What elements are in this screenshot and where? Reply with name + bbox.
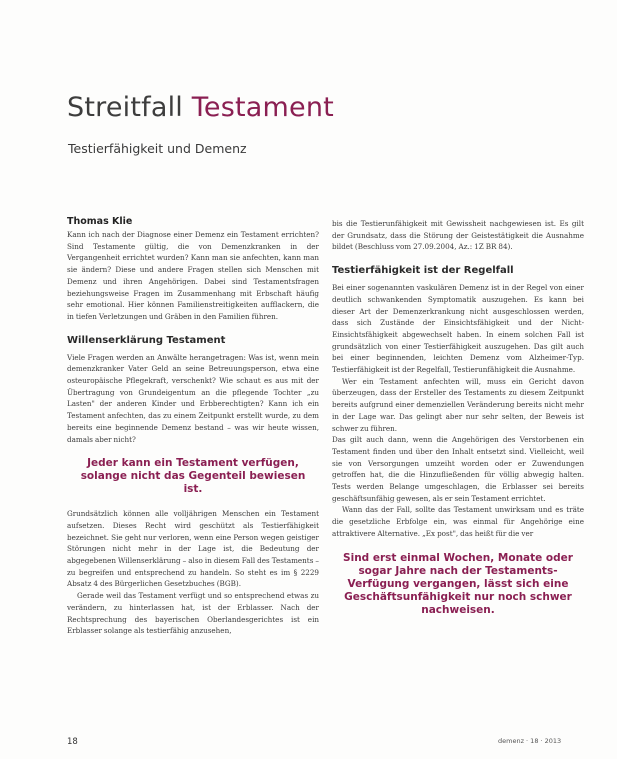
pull-quote-left: Jeder kann ein Testament verfügen, solange nicht das Gegenteil bewiesen ist. [80, 457, 306, 496]
page-number: 18 [67, 737, 78, 747]
title-part-1: Streitfall [67, 92, 183, 123]
author-name: Thomas Klie [67, 216, 133, 227]
title-part-2: Testament [191, 92, 334, 123]
left-paragraph-1: Viele Fragen werden an Anwälte herangetragen: Was ist, wenn mein demenzkranker Vater Geld an seine Betreuungsperson, etwa eine osteuropäische Pflegekraft, verschenkt? Wie schaut es aus mit der Übertragung von Grundeigentum an die pflegende Tochter „zu Lasten" der anderen Kinder und Erbberechtigten? Kann ich ein Testament anfechten, das zu einem Zeitpunkt erstellt wurde, zu dem bereits eine beginnende Demenz bestand – was wir heute wissen, damals aber nicht? [67, 352, 319, 444]
section-heading-regelfall: Testierfähigkeit ist der Regelfall [332, 265, 514, 277]
intro-paragraph: Kann ich nach der Diagnose einer Demenz ein Testament errichten? Sind Testamente gültig, die von Demenzkranken in der Vergangenheit errichtet wurden? Kann man sie anfechten, kann man sie ändern? Diese und andere Fragen stellen sich Menschen mit Demenz und ihren Angehörigen. Dabei sind Testamentsfragen beziehungsweise Fragen im Zusammenhang mit Erbschaft häufig sehr emotional. Hier können Familienstreitigkeiten aufflackern, die in tiefen Verletzungen und Gräben in den Familien führen. [67, 230, 319, 321]
journal-footer: demenz · 18 · 2013 [498, 737, 562, 745]
right-paragraph-4: Wann das der Fall, sollte das Testament unwirksam und es träte die gesetzliche Erbfolge ein, was einmal für Angehörige eine attraktivere Alternative. „Ex post", das heißt für die ver [332, 505, 584, 538]
left-column [67, 216, 319, 637]
page-title [67, 92, 334, 123]
pull-quote-right: Sind erst einmal Wochen, Monate oder sogar Jahre nach der Testaments-Verfügung vergangen, lässt sich eine Geschäftsunfähigkeit nur noch schwer nachweisen. [343, 551, 573, 616]
right-paragraph-2: Wer ein Testament anfechten will, muss ein Gericht davon überzeugen, dass der Ersteller des Testaments zu diesem Zeitpunkt bereits aufgrund einer demenziellen Veränderung bereits nicht mehr in der Lage war. Das gelingt aber nur sehr selten, der Beweis ist schwer zu führen. [332, 376, 584, 433]
left-paragraph-3: Gerade weil das Testament verfügt und so entsprechend etwas zu verändern, zu hinterlassen hat, ist der Erblasser. Nach der Rechtsprechung des bayerischen Oberlandesgerichtes ist ein Erblasser solange als testierfähig anzusehen, [67, 591, 319, 636]
right-paragraph-0: bis die Testierunfähigkeit mit Gewissheit nachgewiesen ist. Es gilt der Grundsatz, dass die Störung der Geistestätigkeit die Ausnahme bildet (Beschluss vom 27.09.2004, Az.: 1Z BR 84). [332, 219, 584, 252]
left-paragraph-2: Grundsätzlich können alle volljährigen Menschen ein Testament aufsetzen. Dieses Recht wird geschützt als Testierfähigkeit bezeichnet. Sie geht nur verloren, wenn eine Person wegen geistiger Störungen nicht mehr in der Lage ist, die Bedeutung der abgegebenen Willenserklärung – also in diesem Fall des Testaments – zu begreifen und entsprechend zu handeln. So steht es im § 2229 Absatz 4 des Bürgerlichen Gesetzbuches (BGB). [67, 509, 319, 589]
right-paragraph-3: Das gilt auch dann, wenn die Angehörigen des Verstorbenen ein Testament finden und über den Inhalt entsetzt sind. Vielleicht, weil sie von Versorgungen umzeiht worden oder er Zuwendungen getroffen hat, die die Hinzufließenden für völlig abwegig halten. Tests werden Belange umgeschlagen, die Erblasser sei bereits geschäftsunfähig gewesen, als er sein Testament errichtet. [332, 435, 584, 503]
section-heading-willenserklaerung: Willenserklärung Testament [67, 334, 226, 346]
right-paragraph-1: Bei einer sogenannten vaskulären Demenz ist in der Regel von einer deutlich schwankenden Symptomatik auszugehen. Es kann bei dieser Art der Demenzerkrankung nicht ausgeschlossen werden, dass sich Zustände der Einsichtsfähigkeit und der Nicht-Einsichtsfähigkeit abgewechselt haben. In einem solchen Fall ist grundsätzlich von einer Testierfähigkeit auszugehen. Das gilt auch bei einer beginnenden, leichten Demenz vom Alzheimer-Typ. Testierfähigkeit ist der Regelfall, Testierunfähigkeit die Ausnahme. [332, 283, 584, 375]
page-subtitle: Testierfähigkeit und Demenz [68, 141, 247, 156]
right-column [332, 218, 584, 629]
